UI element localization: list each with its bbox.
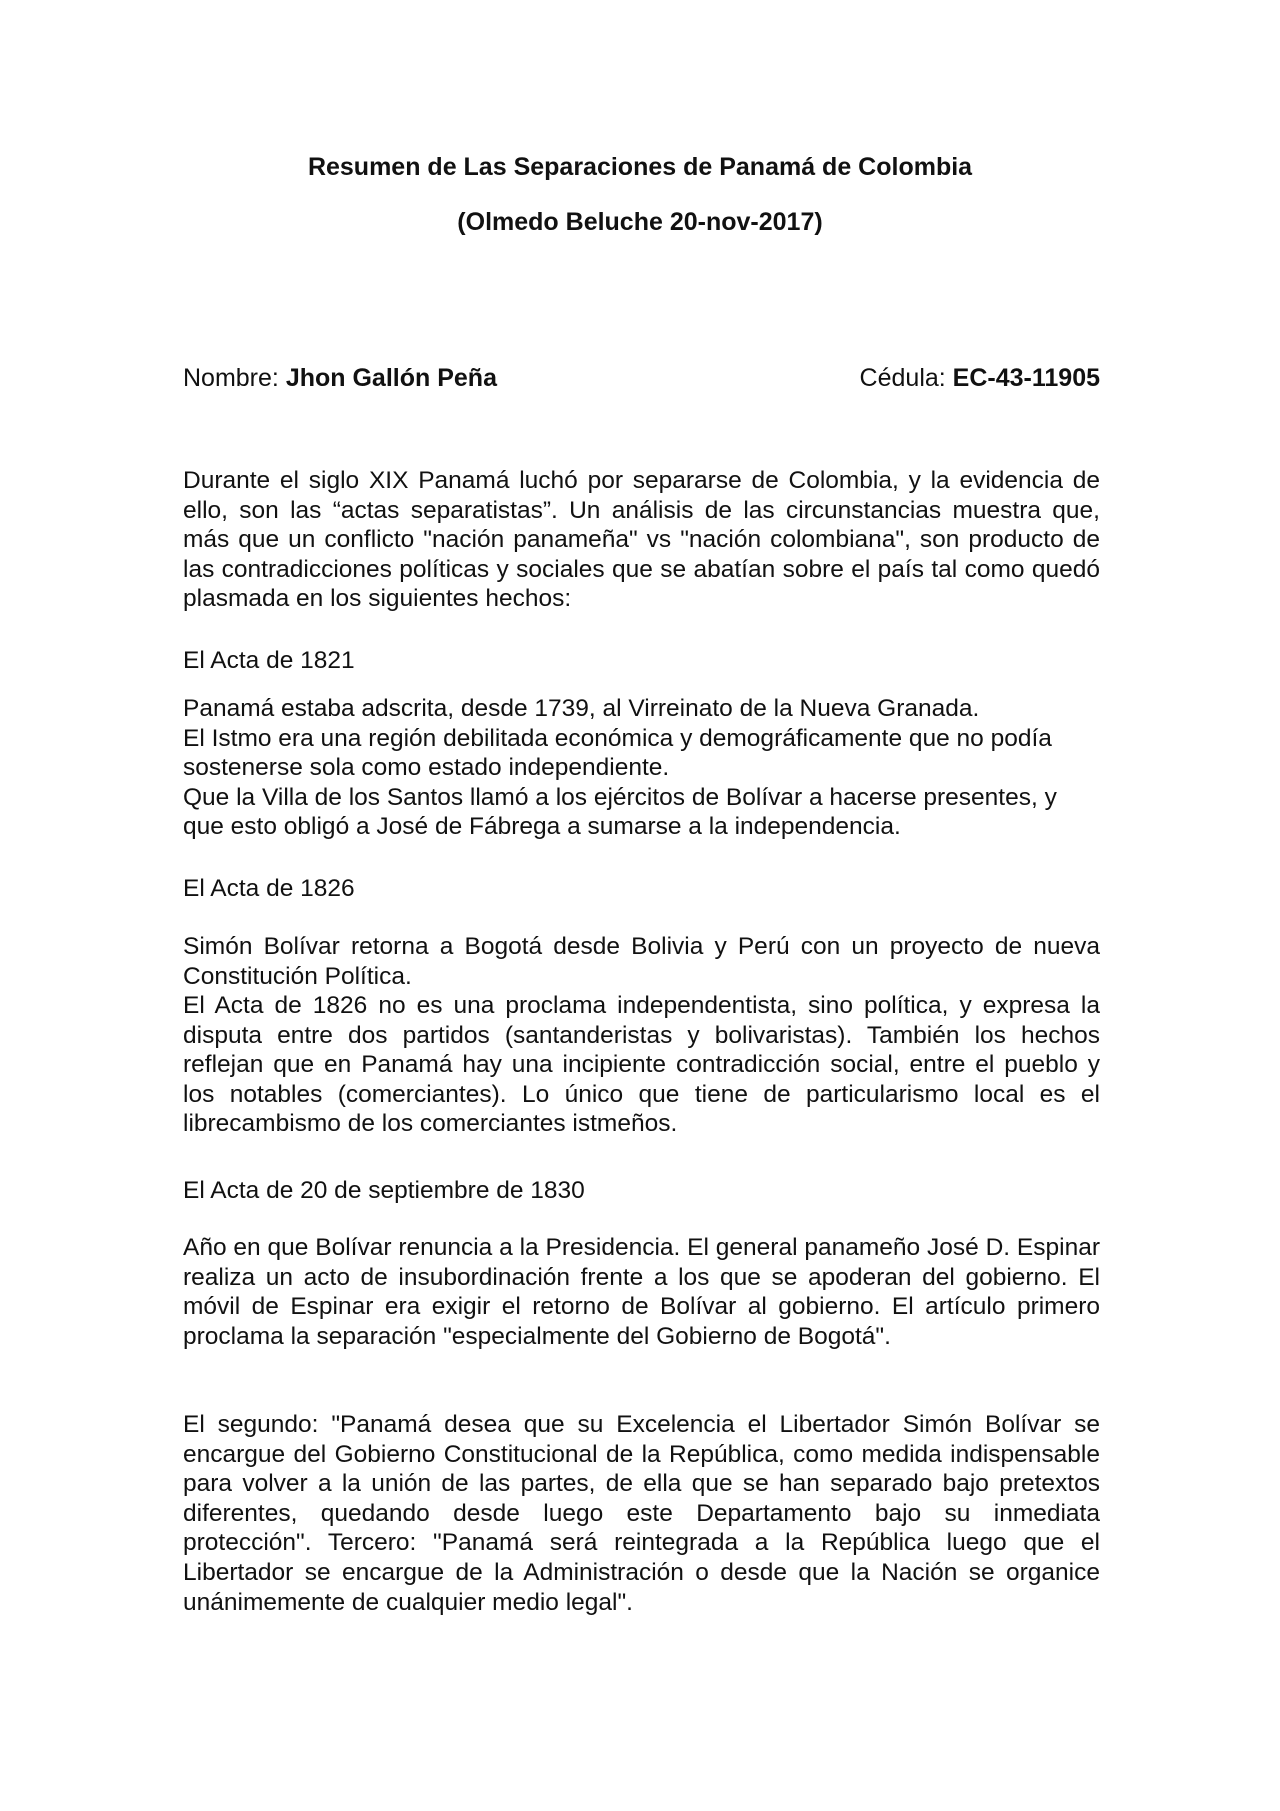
acta-1821-line: El Istmo era una región debilitada económica y demográficamente que no podía xyxy=(183,724,1052,752)
acta-1830-paragraph-1: Año en que Bolívar renuncia a la Presidencia. El general panameño José D. Espinar realiza un acto de insubordinación frente a los que se apoderan del gobierno. El móvil de Espinar era exigir el retorno de Bolívar al gobierno. El artículo primero proclama la separación "especialmente del Gobierno de Bogotá". xyxy=(183,1234,1100,1350)
acta-1821-line: que esto obligó a José de Fábrega a sumarse a la independencia. xyxy=(183,813,901,841)
document-title: Resumen de Las Separaciones de Panamá de Colombia xyxy=(307,153,973,181)
acta-1821-line: sostenerse sola como estado independiente. xyxy=(183,754,670,782)
acta-1821-line: Que la Villa de los Santos llamó a los ejércitos de Bolívar a hacerse presentes, y xyxy=(183,783,1057,811)
document-subtitle: (Olmedo Beluche 20-nov-2017) xyxy=(457,208,823,236)
intro-paragraph: Durante el siglo XIX Panamá luchó por separarse de Colombia, y la evidencia de ello, son las “actas separatistas”. Un análisis de las circunstancias muestra que, más que un conflicto "nación panameña" vs "nación colombiana", son producto de las contradicciones políticas y sociales que se abatían sobre el país tal como quedó plasmada en los siguientes hechos: xyxy=(183,467,1100,613)
id-value: EC-43-11905 xyxy=(952,364,1100,392)
acta-1826-paragraph-2: El Acta de 1826 no es una proclama independentista, sino política, y expresa la disputa entre dos partidos (santanderistas y bolivaristas). También los hechos reflejan que en Panamá hay una incipiente contradicción social, entre el pueblo y los notables (comerciantes). Lo único que tiene de particularismo local es el librecambismo de los comerciantes istmeños. xyxy=(183,992,1100,1138)
acta-1821-heading: El Acta de 1821 xyxy=(183,647,355,674)
student-id xyxy=(860,363,1100,393)
name-value: Jhon Gallón Peña xyxy=(285,364,497,392)
acta-1826-paragraph-1: Simón Bolívar retorna a Bogotá desde Bolivia y Perú con un proyecto de nueva Constitución Política. xyxy=(183,933,1100,990)
acta-1821-paragraph xyxy=(183,694,1100,842)
acta-1821-line: Panamá estaba adscrita, desde 1739, al Virreinato de la Nueva Granada. xyxy=(183,695,980,722)
student-name xyxy=(183,363,497,393)
name-label: Nombre: xyxy=(183,364,279,392)
acta-1826-heading: El Acta de 1826 xyxy=(183,875,355,902)
student-info-row xyxy=(183,363,1100,393)
acta-1830-paragraph-2: El segundo: "Panamá desea que su Excelencia el Libertador Simón Bolívar se encargue del Gobierno Constitucional de la República, como medida indispensable para volver a la unión de las partes, de ella que se han separado bajo pretextos diferentes, quedando desde luego este Departamento bajo su inmediata protección". Tercero: "Panamá será reintegrada a la República luego que el Libertador se encargue de la Administración o desde que la Nación se organice unánimemente de cualquier medio legal". xyxy=(183,1411,1100,1616)
acta-1830-heading: El Acta de 20 de septiembre de 1830 xyxy=(183,1177,585,1204)
id-label: Cédula: xyxy=(859,364,946,392)
